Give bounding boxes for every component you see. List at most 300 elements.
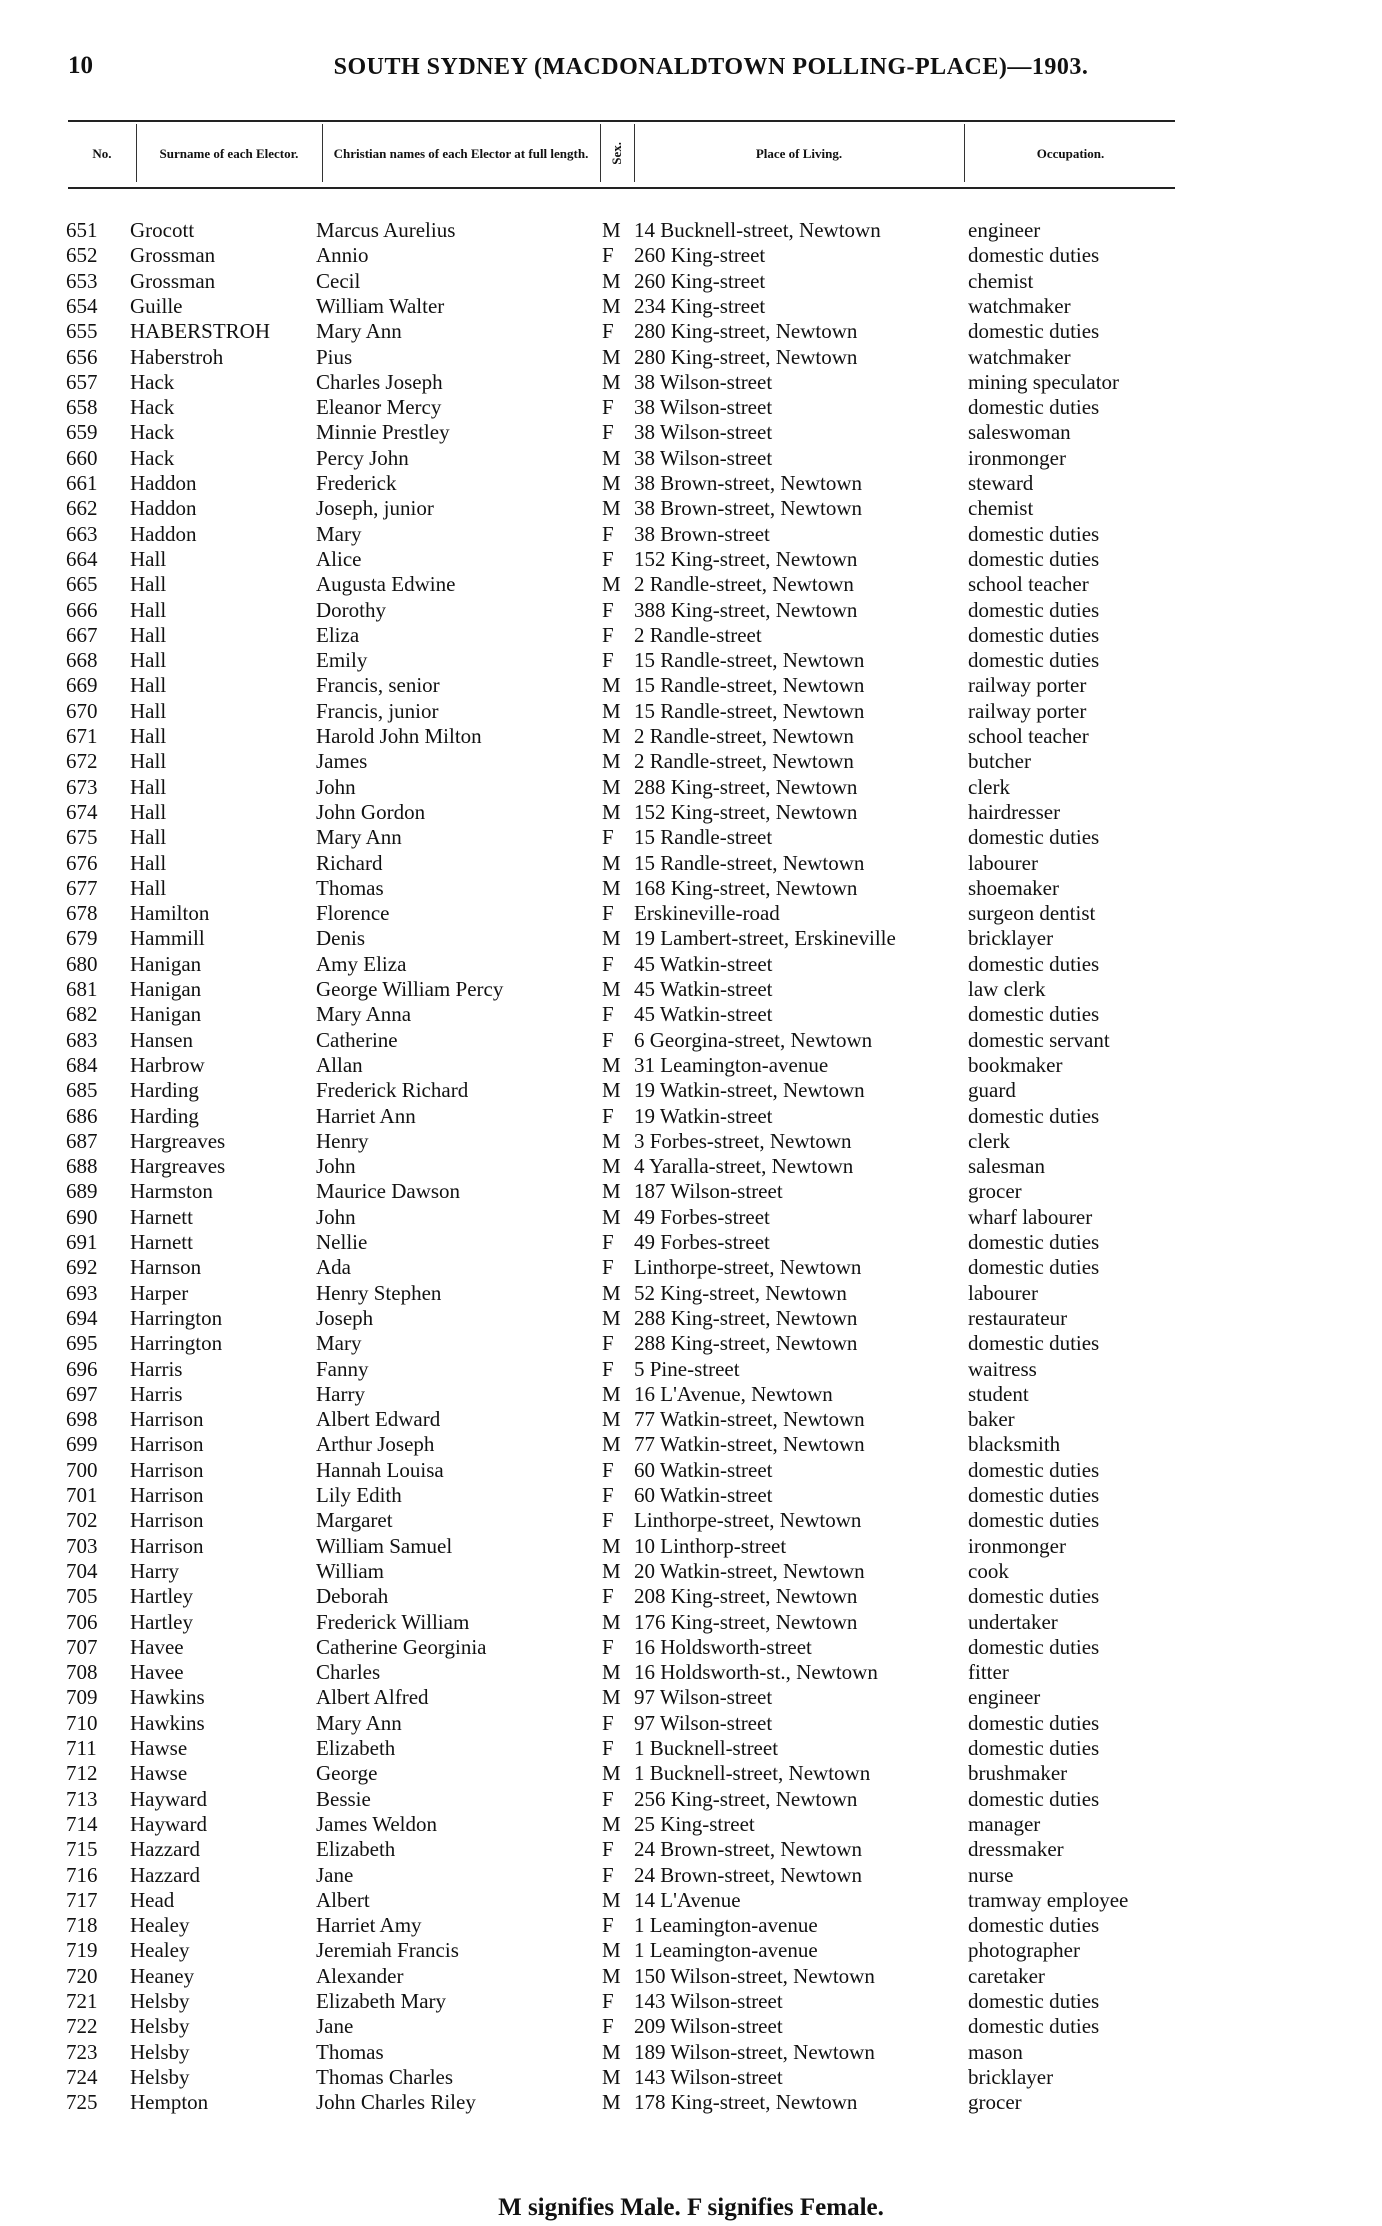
occupation: domestic duties: [968, 648, 1100, 673]
elector-number: 668: [66, 648, 98, 673]
table-row: [0, 471, 1382, 496]
header-divider: [136, 124, 137, 182]
elector-number: 694: [66, 1305, 98, 1330]
header-occupation: Occupation.: [1036, 145, 1105, 161]
place-of-living: 15 Randle-street: [634, 825, 773, 850]
occupation: hairdresser: [968, 799, 1061, 824]
table-row: [0, 1281, 1382, 1306]
christian-names: Cecil: [316, 268, 361, 293]
place-of-living: 150 Wilson-street, Newtown: [634, 1963, 875, 1988]
surname: Harrison: [130, 1457, 204, 1482]
sex: F: [602, 1710, 614, 1735]
table-row: [0, 1053, 1382, 1078]
christian-names: Harriet Amy: [316, 1913, 422, 1938]
table-row: [0, 294, 1382, 319]
sex: M: [602, 1963, 621, 1988]
place-of-living: 14 L'Avenue: [634, 1887, 741, 1912]
christian-names: Frederick Richard: [316, 1078, 469, 1103]
surname: Hartley: [130, 1584, 193, 1609]
elector-number: 701: [66, 1483, 98, 1507]
table-row: [0, 1104, 1382, 1129]
occupation: domestic duties: [968, 1634, 1100, 1659]
surname: Hansen: [130, 1027, 193, 1052]
elector-number: 674: [66, 799, 98, 824]
christian-names: Amy Eliza: [316, 951, 407, 976]
sex: F: [602, 420, 614, 445]
table-row: [0, 1863, 1382, 1888]
place-of-living: 24 Brown-street, Newtown: [634, 1862, 863, 1887]
table-row: [0, 598, 1382, 623]
place-of-living: 52 King-street, Newtown: [634, 1280, 847, 1305]
surname: Hamilton: [130, 901, 210, 926]
christian-names: Catherine: [316, 1027, 398, 1052]
elector-number: 717: [66, 1887, 98, 1912]
place-of-living: Linthorpe-street, Newtown: [634, 1508, 862, 1533]
christian-names: Jane: [316, 1862, 354, 1887]
surname: Haddon: [130, 521, 197, 546]
surname: Hall: [130, 546, 167, 571]
occupation: dressmaker: [968, 1837, 1064, 1862]
sex: M: [602, 1154, 621, 1179]
table-row: [0, 1989, 1382, 2014]
place-of-living: 288 King-street, Newtown: [634, 1305, 858, 1330]
sex: F: [602, 1103, 614, 1128]
occupation: domestic duties: [968, 1255, 1100, 1280]
place-of-living: 260 King-street: [634, 243, 766, 268]
christian-names: Elizabeth Mary: [316, 1989, 447, 2013]
christian-names: Allan: [316, 1052, 363, 1077]
place-of-living: 189 Wilson-street, Newtown: [634, 2039, 875, 2064]
table-row: [0, 1837, 1382, 1862]
table-row: [0, 2040, 1382, 2065]
sex: F: [602, 546, 614, 571]
christian-names: George: [316, 1761, 378, 1786]
table-row: [0, 800, 1382, 825]
table-row: [0, 1508, 1382, 1533]
christian-names: Mary Ann: [316, 319, 402, 344]
sex-legend: M signifies Male. F signifies Female.: [498, 2194, 884, 2221]
sex: M: [602, 268, 621, 293]
occupation: photographer: [968, 1938, 1080, 1963]
elector-number: 675: [66, 825, 98, 850]
christian-names: James Weldon: [316, 1811, 437, 1836]
christian-names: Percy John: [316, 445, 409, 470]
place-of-living: 152 King-street, Newtown: [634, 799, 858, 824]
surname: Hanigan: [130, 1002, 202, 1027]
table-row: [0, 1584, 1382, 1609]
surname: Hawse: [130, 1761, 188, 1786]
place-of-living: 38 Wilson-street: [634, 369, 773, 394]
christian-names: William Walter: [316, 293, 445, 318]
surname: Hawkins: [130, 1710, 205, 1735]
place-of-living: 3 Forbes-street, Newtown: [634, 1128, 852, 1153]
occupation: surgeon dentist: [968, 901, 1096, 926]
place-of-living: 187 Wilson-street: [634, 1179, 783, 1204]
table-row: [0, 496, 1382, 521]
christian-names: Joseph, junior: [316, 496, 434, 521]
occupation: manager: [968, 1811, 1041, 1836]
place-of-living: 97 Wilson-street: [634, 1710, 773, 1735]
surname: Harding: [130, 1078, 199, 1103]
occupation: domestic duties: [968, 1736, 1100, 1760]
occupation: ironmonger: [968, 445, 1066, 470]
surname: Healey: [130, 1913, 190, 1938]
occupation: watchmaker: [968, 344, 1071, 369]
occupation: clerk: [968, 774, 1010, 799]
place-of-living: 260 King-street: [634, 268, 766, 293]
surname: Harrison: [130, 1508, 204, 1533]
place-of-living: 10 Linthorp-street: [634, 1533, 787, 1558]
place-of-living: 31 Leamington-avenue: [634, 1052, 829, 1077]
table-row: [0, 673, 1382, 698]
elector-number: 663: [66, 521, 98, 546]
place-of-living: 388 King-street, Newtown: [634, 597, 858, 622]
sex: F: [602, 1331, 614, 1356]
place-of-living: 288 King-street, Newtown: [634, 1331, 858, 1356]
table-row: [0, 218, 1382, 243]
occupation: watchmaker: [968, 293, 1071, 318]
table-row: [0, 1432, 1382, 1457]
surname: Havee: [130, 1660, 184, 1685]
table-row: [0, 1458, 1382, 1483]
table-row: [0, 952, 1382, 977]
surname: Hack: [130, 369, 175, 394]
sex: M: [602, 774, 621, 799]
elector-number: 705: [66, 1584, 98, 1609]
surname: Hack: [130, 445, 175, 470]
christian-names: Harold John Milton: [316, 724, 482, 748]
sex: M: [602, 572, 621, 597]
table-row: [0, 851, 1382, 876]
elector-number: 690: [66, 1204, 98, 1229]
occupation: brushmaker: [968, 1761, 1068, 1786]
surname: Hall: [130, 875, 167, 900]
sex: M: [602, 1887, 621, 1912]
table-row: [0, 1129, 1382, 1154]
sex: F: [602, 319, 614, 344]
christian-names: Arthur Joseph: [316, 1432, 435, 1457]
header-divider: [634, 124, 635, 182]
sex: M: [602, 471, 621, 495]
place-of-living: 168 King-street, Newtown: [634, 875, 858, 900]
elector-number: 722: [66, 2014, 98, 2039]
elector-number: 664: [66, 546, 98, 571]
place-of-living: 38 Brown-street, Newtown: [634, 496, 863, 521]
sex: F: [602, 825, 614, 850]
elector-number: 687: [66, 1128, 98, 1153]
place-of-living: Erskineville-road: [634, 901, 780, 926]
christian-names: William Samuel: [316, 1533, 453, 1558]
occupation: salesman: [968, 1154, 1045, 1179]
place-of-living: 6 Georgina-street, Newtown: [634, 1027, 873, 1052]
elector-number: 684: [66, 1052, 98, 1077]
occupation: student: [968, 1381, 1029, 1406]
elector-number: 659: [66, 420, 98, 445]
header-divider: [322, 124, 323, 182]
occupation: domestic duties: [968, 1710, 1100, 1735]
table-row: [0, 1938, 1382, 1963]
surname: Haddon: [130, 496, 197, 521]
occupation: domestic duties: [968, 521, 1100, 546]
occupation: domestic duties: [968, 546, 1100, 571]
place-of-living: 38 Wilson-street: [634, 420, 773, 445]
occupation: guard: [968, 1078, 1016, 1103]
christian-names: Mary Ann: [316, 825, 402, 850]
christian-names: Annio: [316, 243, 369, 268]
sex: M: [602, 850, 621, 875]
header-bottom-rule: [68, 187, 1175, 189]
surname: Havee: [130, 1634, 184, 1659]
surname: Harris: [130, 1381, 183, 1406]
elector-number: 713: [66, 1786, 98, 1811]
table-row: [0, 1382, 1382, 1407]
sex: F: [602, 1027, 614, 1052]
occupation: ironmonger: [968, 1533, 1066, 1558]
christian-names: Eliza: [316, 622, 360, 647]
surname: Hawkins: [130, 1685, 205, 1710]
elector-number: 716: [66, 1862, 98, 1887]
place-of-living: 1 Bucknell-street: [634, 1736, 779, 1760]
header-sex-cell: [602, 122, 632, 185]
sex: M: [602, 1609, 621, 1634]
table-row: [0, 901, 1382, 926]
surname: Grocott: [130, 218, 195, 242]
elector-number: 695: [66, 1331, 98, 1356]
elector-number: 718: [66, 1913, 98, 1938]
surname: Hall: [130, 749, 167, 774]
occupation: clerk: [968, 1128, 1010, 1153]
occupation: domestic duties: [968, 1103, 1100, 1128]
surname: Guille: [130, 293, 183, 318]
table-row: [0, 775, 1382, 800]
sex: M: [602, 1381, 621, 1406]
sex: F: [602, 1837, 614, 1862]
sex: M: [602, 749, 621, 774]
place-of-living: 38 Brown-street: [634, 521, 770, 546]
elector-number: 706: [66, 1609, 98, 1634]
place-of-living: 16 Holdsworth-st., Newtown: [634, 1660, 878, 1685]
elector-number: 692: [66, 1255, 98, 1280]
table-row: [0, 522, 1382, 547]
occupation: domestic duties: [968, 1331, 1100, 1356]
occupation: engineer: [968, 218, 1041, 242]
elector-number: 652: [66, 243, 98, 268]
christian-names: Dorothy: [316, 597, 386, 622]
table-row: [0, 1002, 1382, 1027]
sex: M: [602, 1660, 621, 1685]
occupation: caretaker: [968, 1963, 1045, 1988]
surname: Harrison: [130, 1432, 204, 1457]
christian-names: Henry: [316, 1128, 369, 1153]
surname: Haddon: [130, 471, 197, 495]
table-row: [0, 1761, 1382, 1786]
elector-number: 676: [66, 850, 98, 875]
sex: F: [602, 1230, 614, 1254]
christian-names: Thomas: [316, 2039, 384, 2064]
place-of-living: 19 Lambert-street, Erskineville: [634, 926, 896, 951]
surname: Heaney: [130, 1963, 195, 1988]
sex: M: [602, 1407, 621, 1432]
elector-number: 683: [66, 1027, 98, 1052]
place-of-living: 15 Randle-street, Newtown: [634, 698, 865, 723]
christian-names: Lily Edith: [316, 1483, 402, 1507]
sex: F: [602, 1989, 614, 2013]
elector-number: 655: [66, 319, 98, 344]
header-surname: Surname of each Elector.: [159, 145, 299, 161]
occupation: domestic duties: [968, 622, 1100, 647]
elector-number: 721: [66, 1989, 98, 2013]
surname: Hammill: [130, 926, 205, 951]
sex: M: [602, 218, 621, 242]
place-of-living: 280 King-street, Newtown: [634, 344, 858, 369]
christian-names: Mary: [316, 1331, 362, 1356]
occupation: domestic duties: [968, 1483, 1100, 1507]
place-of-living: 14 Bucknell-street, Newtown: [634, 218, 881, 242]
elector-number: 708: [66, 1660, 98, 1685]
surname: Hall: [130, 724, 167, 748]
occupation: domestic duties: [968, 1584, 1100, 1609]
elector-number: 673: [66, 774, 98, 799]
elector-number: 662: [66, 496, 98, 521]
surname: Hazzard: [130, 1837, 200, 1862]
sex: F: [602, 1255, 614, 1280]
surname: Hack: [130, 395, 175, 420]
table-row: [0, 1812, 1382, 1837]
christian-names: Denis: [316, 926, 365, 951]
elector-number: 704: [66, 1558, 98, 1583]
place-of-living: 2 Randle-street, Newtown: [634, 572, 854, 597]
elector-number: 688: [66, 1154, 98, 1179]
sex: M: [602, 1685, 621, 1710]
table-row: [0, 724, 1382, 749]
place-of-living: 60 Watkin-street: [634, 1483, 773, 1507]
surname: Hall: [130, 799, 167, 824]
sex: F: [602, 1913, 614, 1938]
place-of-living: 38 Brown-street, Newtown: [634, 471, 863, 495]
table-row: [0, 1913, 1382, 1938]
sex: F: [602, 901, 614, 926]
occupation: domestic duties: [968, 1989, 1100, 2013]
sex: M: [602, 1938, 621, 1963]
place-of-living: 45 Watkin-street: [634, 977, 773, 1001]
occupation: labourer: [968, 1280, 1038, 1305]
christian-names: Jeremiah Francis: [316, 1938, 459, 1963]
occupation: domestic duties: [968, 825, 1100, 850]
christian-names: Harriet Ann: [316, 1103, 416, 1128]
christian-names: James: [316, 749, 368, 774]
occupation: domestic duties: [968, 1786, 1100, 1811]
table-row: [0, 876, 1382, 901]
surname: Harding: [130, 1103, 199, 1128]
christian-names: Albert: [316, 1887, 370, 1912]
table-row: [0, 825, 1382, 850]
header-place: Place of Living.: [755, 145, 843, 161]
occupation: domestic servant: [968, 1027, 1110, 1052]
christian-names: Nellie: [316, 1230, 368, 1254]
christian-names: Augusta Edwine: [316, 572, 456, 597]
table-row: [0, 1660, 1382, 1685]
occupation: blacksmith: [968, 1432, 1061, 1457]
header-divider: [600, 124, 601, 182]
elector-number: 658: [66, 395, 98, 420]
table-row: [0, 319, 1382, 344]
surname: Helsby: [130, 2014, 190, 2039]
elector-number: 670: [66, 698, 98, 723]
table-row: [0, 1255, 1382, 1280]
sex: M: [602, 1558, 621, 1583]
sex: M: [602, 1128, 621, 1153]
surname: Helsby: [130, 2064, 190, 2089]
christian-names: Frederick William: [316, 1609, 470, 1634]
place-of-living: 20 Watkin-street, Newtown: [634, 1558, 865, 1583]
place-of-living: Linthorpe-street, Newtown: [634, 1255, 862, 1280]
elector-number: 724: [66, 2064, 98, 2089]
sex: M: [602, 369, 621, 394]
sex: M: [602, 1432, 621, 1457]
occupation: domestic duties: [968, 951, 1100, 976]
table-row: [0, 446, 1382, 471]
place-of-living: 1 Leamington-avenue: [634, 1938, 818, 1963]
elector-number: 672: [66, 749, 98, 774]
occupation: undertaker: [968, 1609, 1058, 1634]
sex: M: [602, 926, 621, 951]
surname: Hall: [130, 673, 167, 698]
occupation: restaurateur: [968, 1305, 1068, 1330]
place-of-living: 38 Wilson-street: [634, 395, 773, 420]
elector-number: 697: [66, 1381, 98, 1406]
elector-number: 685: [66, 1078, 98, 1103]
header-christian-names: Christian names of each Elector at full length.: [333, 145, 589, 161]
elector-number: 679: [66, 926, 98, 951]
occupation: domestic duties: [968, 1913, 1100, 1938]
christian-names: Eleanor Mercy: [316, 395, 442, 420]
table-row: [0, 1179, 1382, 1204]
place-of-living: 288 King-street, Newtown: [634, 774, 858, 799]
table-row: [0, 1483, 1382, 1508]
surname: Head: [130, 1887, 175, 1912]
surname: Harris: [130, 1356, 183, 1381]
place-of-living: 176 King-street, Newtown: [634, 1609, 858, 1634]
table-row: [0, 648, 1382, 673]
occupation: school teacher: [968, 724, 1089, 748]
table-row: [0, 977, 1382, 1002]
christian-names: Mary Anna: [316, 1002, 412, 1027]
table-row: [0, 1635, 1382, 1660]
place-of-living: 208 King-street, Newtown: [634, 1584, 858, 1609]
elector-number: 689: [66, 1179, 98, 1204]
occupation: mason: [968, 2039, 1023, 2064]
place-of-living: 15 Randle-street, Newtown: [634, 648, 865, 673]
occupation: baker: [968, 1407, 1015, 1432]
occupation: railway porter: [968, 673, 1087, 698]
elector-number: 714: [66, 1811, 98, 1836]
elector-number: 710: [66, 1710, 98, 1735]
christian-names: Deborah: [316, 1584, 389, 1609]
occupation: shoemaker: [968, 875, 1059, 900]
elector-number: 671: [66, 724, 98, 748]
christian-names: Florence: [316, 901, 390, 926]
christian-names: Harry: [316, 1381, 365, 1406]
surname: Grossman: [130, 243, 216, 268]
christian-names: Ada: [316, 1255, 351, 1280]
sex: M: [602, 1761, 621, 1786]
surname: Hack: [130, 420, 175, 445]
table-row: [0, 370, 1382, 395]
table-row: [0, 1306, 1382, 1331]
sex: M: [602, 1811, 621, 1836]
place-of-living: 234 King-street: [634, 293, 766, 318]
elector-number: 661: [66, 471, 98, 495]
